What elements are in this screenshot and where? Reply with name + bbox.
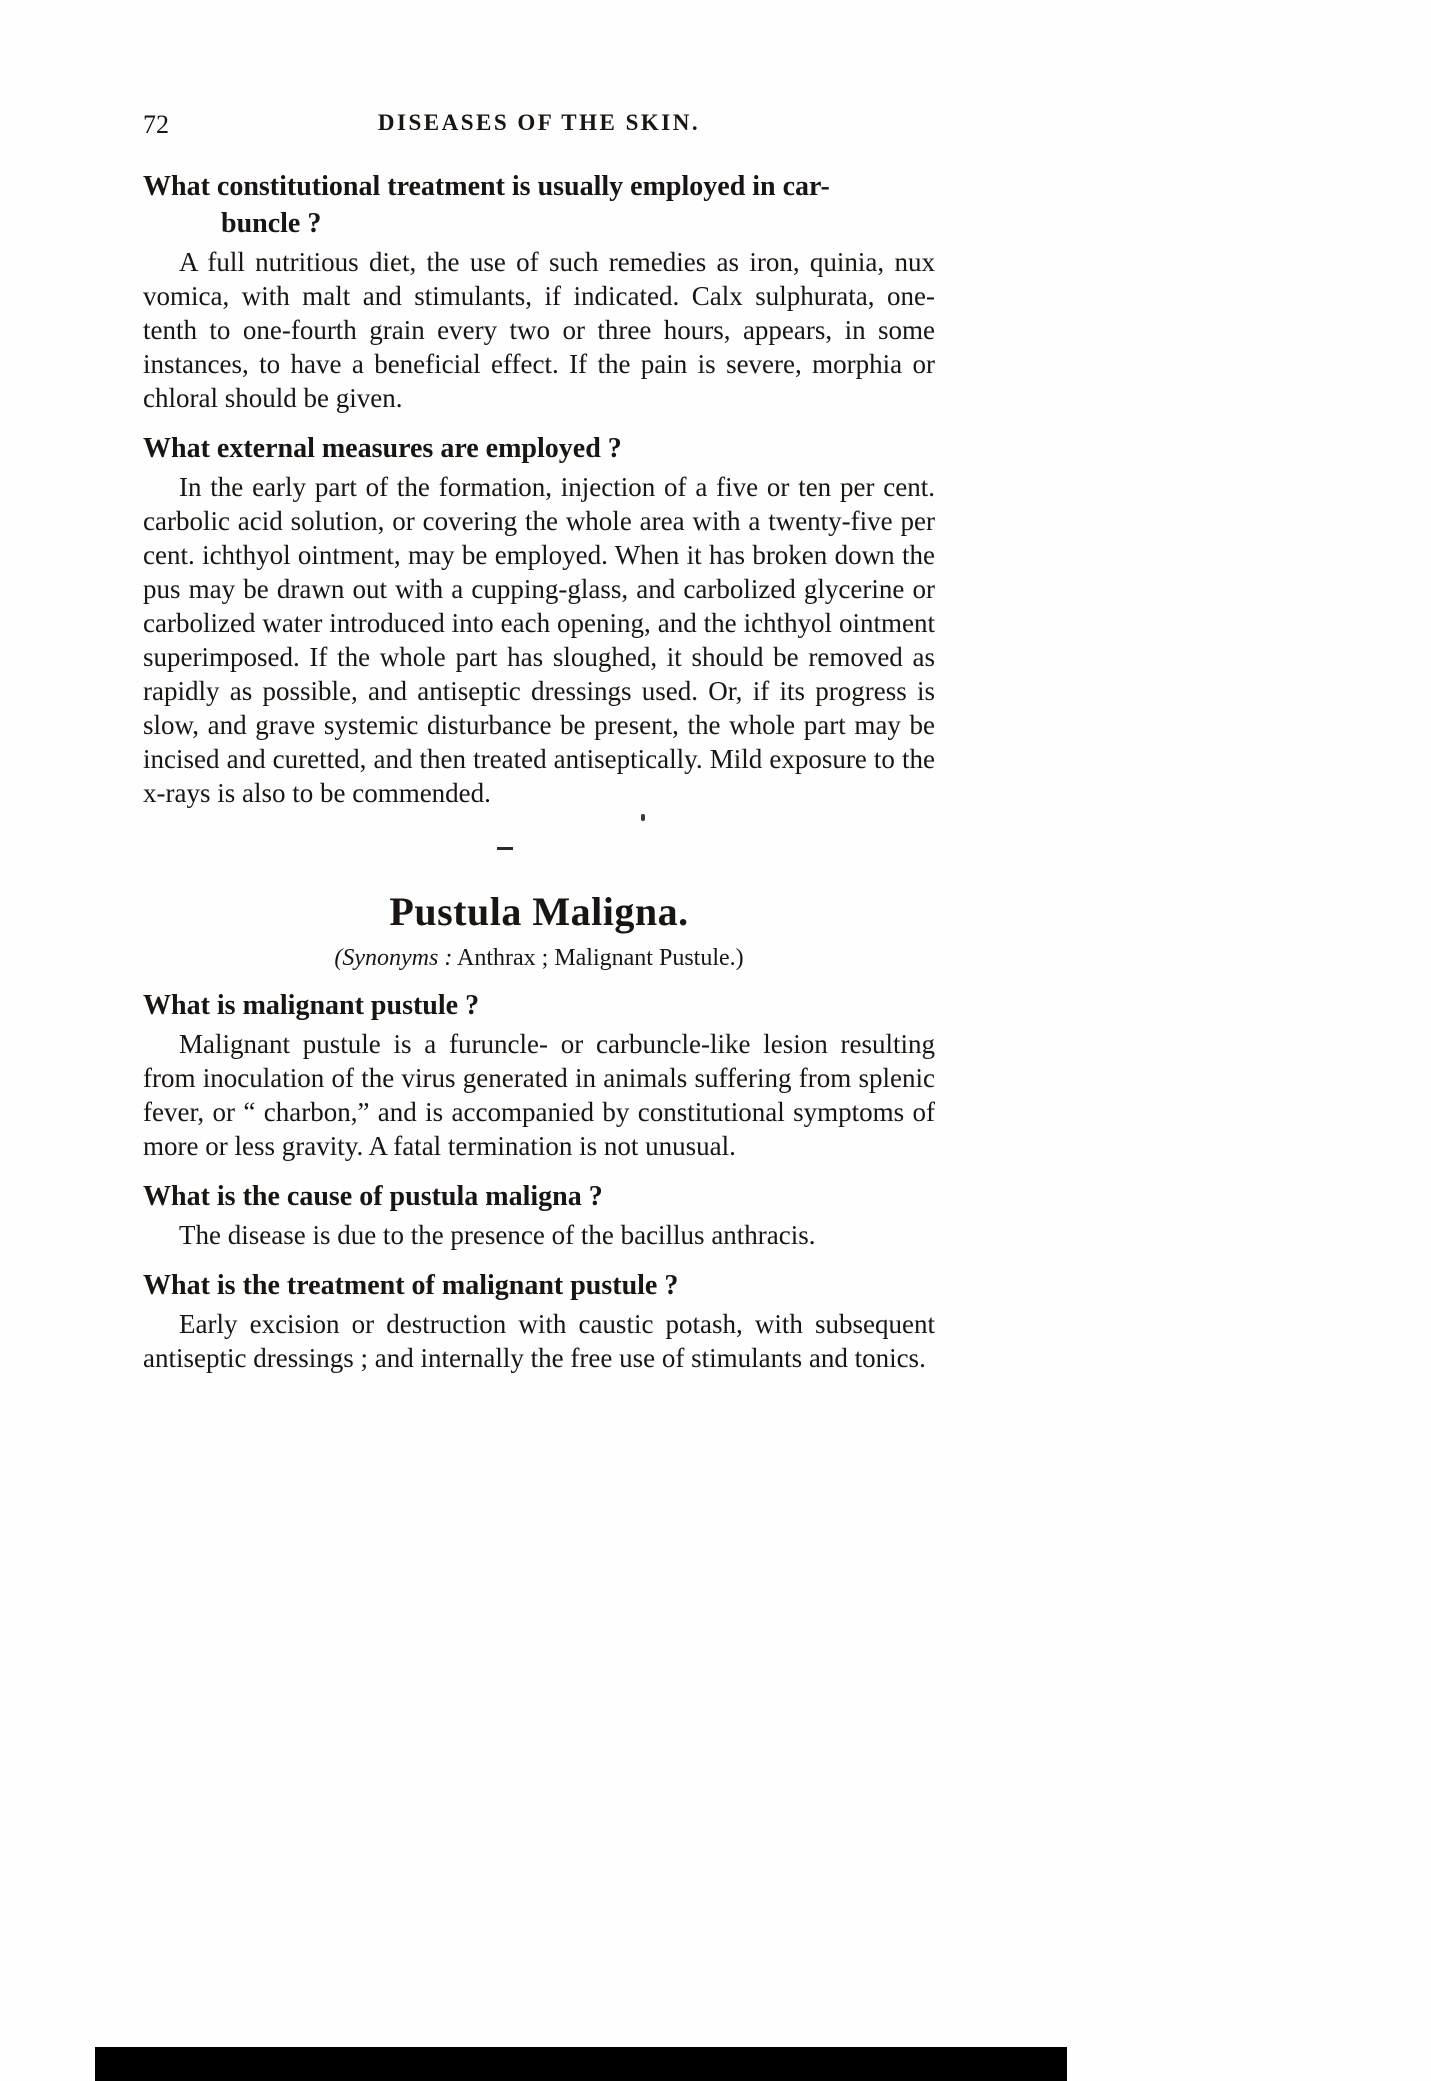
answer-paragraph-cause: The disease is due to the presence of the bacillus anthracis. bbox=[179, 1220, 816, 1250]
synonyms-values: Anthrax ; Malignant Pustule.) bbox=[452, 945, 744, 971]
synonyms-label: (Synonyms : bbox=[334, 945, 453, 971]
page-content bbox=[143, 110, 935, 1379]
scan-artifact-speck bbox=[641, 814, 645, 821]
answer-paragraph-treatment: Early excision or destruction with caustic potash, with subsequent antiseptic dressings ; and internally the free use of stimulants and tonics. bbox=[143, 1309, 935, 1373]
answer-paragraph-external-measures: In the early part of the formation, injection of a five or ten per cent. carbolic acid solution, or covering the whole area with a twenty-five per cent. ichthyol ointment, may be employed. When it has broken down the pus may be drawn out with a cupping-glass, and carbolized glycerine or carbolized water introduced into each opening, and the ichthyol ointment superimposed. If the whole part has sloughed, it should be removed as rapidly as possible, and antiseptic dressings used. Or, if its progress is slow, and grave systemic disturbance be present, the whole part may be incised and curetted, and then treated antiseptically. Mild exposure to the x-rays is also to be commended. bbox=[143, 472, 935, 808]
scan-artifact-bottom-bar bbox=[95, 2047, 1067, 2081]
question-heading-cause-of-pustula-maligna: What is the cause of pustula maligna ? bbox=[143, 1181, 603, 1212]
section-title-pustula-maligna: Pustula Maligna. bbox=[389, 889, 689, 934]
synonyms-line bbox=[143, 945, 935, 972]
question-heading-line2: buncle ? bbox=[221, 208, 322, 239]
section-carbuncle bbox=[143, 168, 935, 810]
running-title: DISEASES OF THE SKIN. bbox=[377, 110, 701, 135]
answer-paragraph-malignant-pustule-definition: Malignant pustule is a furuncle- or carbuncle-like lesion resulting from inoculation of the virus generated in animals suffering from splenic fever, or “ charbon,” and is accompanied by constitutional symptoms of more or less gravity. A fatal termination is not unusual. bbox=[143, 1029, 935, 1161]
scan-artifact-dash bbox=[497, 847, 513, 850]
running-header bbox=[143, 110, 935, 142]
question-heading-line1: What constitutional treatment is usually employed in car- bbox=[143, 171, 830, 202]
question-heading-constitutional-treatment bbox=[143, 168, 935, 242]
question-heading-treatment-of-malignant-pustule: What is the treatment of malignant pustule ? bbox=[143, 1270, 679, 1301]
question-heading-external-measures: What external measures are employed ? bbox=[143, 433, 622, 464]
question-heading-what-is-malignant-pustule: What is malignant pustule ? bbox=[143, 990, 480, 1021]
answer-paragraph-constitutional-treatment: A full nutritious diet, the use of such remedies as iron, quinia, nux vomica, with malt and stimulants, if indicated. Calx sulphurata, one-tenth to one-fourth grain every two or three hours, appears, in some instances, to have a beneficial effect. If the pain is severe, morphia or chloral should be given. bbox=[143, 247, 935, 413]
section-pustula-maligna bbox=[143, 888, 935, 1375]
page-number: 72 bbox=[143, 110, 169, 139]
